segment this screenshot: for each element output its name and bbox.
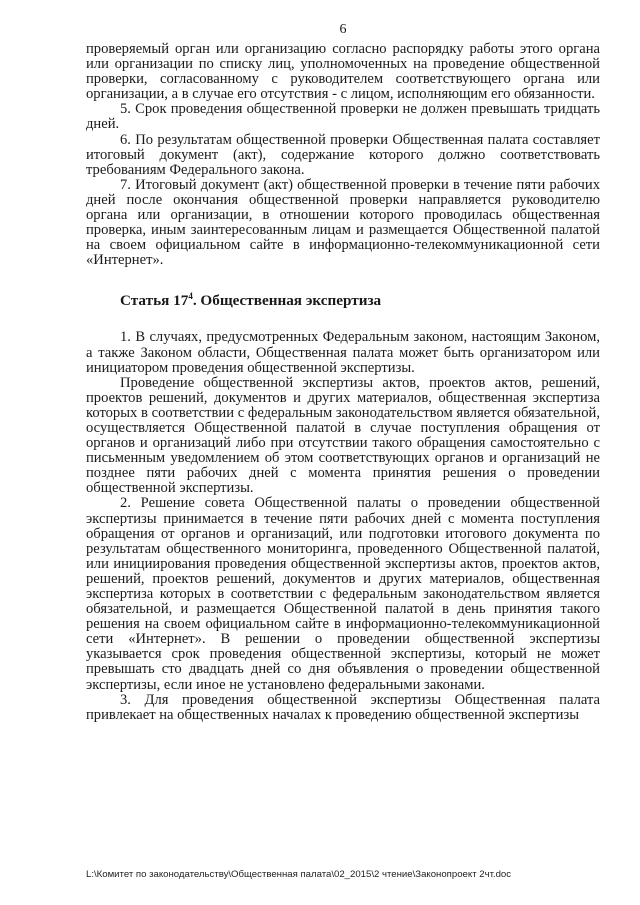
article-superscript: 4 — [188, 291, 193, 302]
paragraph-item-6: 6. По результатам общественной проверки Общественная палата составляет итоговый документ (акт), содержание которого должно соответствовать требованиям Федерального закона. — [86, 131, 600, 178]
paragraph-item-5: 5. Срок проведения общественной проверки не должен превышать тридцать дней. — [86, 101, 600, 133]
paragraph-continuation: проверяемый орган или организацию согласно распорядку работы этого органа или организации по списку лиц, уполномоченных на проведение общественной проверки, согласованному с руководителем соответствующего органа или организации, а в случае его отсутствия - с лицом, исполняющим его обязанности. — [86, 41, 600, 103]
article-title: . Общественная экспертиза — [192, 292, 382, 310]
paragraph-article-1-cont: Проведение общественной экспертизы актов, проектов актов, решений, проектов решений, документов и других материалов, общественная экспертиза которых в соответствии с федеральным законодательством является обязательной, осуществляется Общественной палатой в случае поступления обращения от органов и организаций либо при отсутствии такого обращения самостоятельно с письменным уведомлением об этом соответствующих органов и организаций не позднее пяти рабочих дней с момента принятия решения о проведении общественной экспертизы. — [86, 374, 600, 497]
file-path-footer: L:\Комитет по законодательству\Общественная палата\02_2015\2 чтение\Законопроект 2чт.doc — [86, 869, 512, 880]
article-prefix: Статья 17 — [120, 292, 189, 310]
article-heading — [120, 292, 600, 310]
page-number: 6 — [339, 22, 347, 37]
paragraph-article-2: 2. Решение совета Общественной палаты о проведении общественной экспертизы принимается в течение пяти рабочих дней с момента поступления обращения от органов и организаций, или подготовки итогового документа по результатам общественного мониторинга, проведенного Общественной палатой, или инициирования проведения общественной экспертизы актов, проектов актов, решений, проектов решений, документов и других материалов, общественная экспертиза которых в соответствии с федеральным законодательством является обязательной, и размещается Общественной палатой в день принятия такого решения на своем официальном сайте в информационно-телекоммуникационной сети «Интернет». В решении о проведении общественной экспертизы указывается срок проведения общественной экспертизы, который не может превышать сто двадцать дней со дня объявления о проведении общественной экспертизы, если иное не установлено федеральными законами. — [86, 495, 600, 693]
paragraph-article-1: 1. В случаях, предусмотренных Федеральным законом, настоящим Законом, а также Законом области, Общественная палата может быть организатором или инициатором проведения общественной экспертизы. — [86, 329, 600, 376]
paragraph-article-3: 3. Для проведения общественной экспертизы Общественная палата привлекает на общественных началах к проведению общественной экспертизы — [86, 691, 600, 723]
paragraph-item-7: 7. Итоговый документ (акт) общественной проверки в течение пяти рабочих дней после окончания общественной проверки направляется руководителю органа или организации, в отношении которого проводилась общественная проверка, иным заинтересованным лицам и размещается Общественной палатой на своем официальном сайте в информационно-телекоммуникационной сети «Интернет». — [86, 176, 600, 269]
